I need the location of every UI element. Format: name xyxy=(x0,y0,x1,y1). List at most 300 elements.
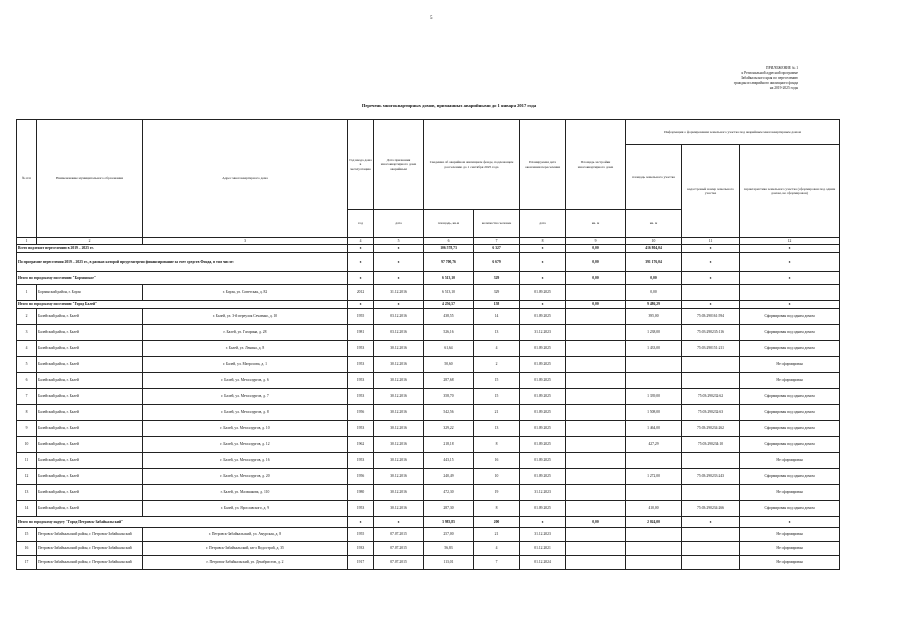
total-program-label: По программе переселения 2019 – 2025 гг., в рамках которой предусмотрено финансирование за счет средств Фонда, в том числе: xyxy=(17,253,348,272)
row-address: г. Балей, ул. Металлургов, д. 6 xyxy=(143,373,348,389)
group-total-cell: x xyxy=(520,301,566,309)
row-cadastral xyxy=(682,556,740,570)
group-total-cell: x xyxy=(520,272,566,285)
row-year: 1953 xyxy=(348,501,374,517)
row-address: г. Балей, ул. Ленина, д. 8 xyxy=(143,341,348,357)
unit-count: количество человек xyxy=(474,210,520,238)
row-area: 443,15 xyxy=(424,453,474,469)
total-cell: 97 700,76 xyxy=(424,253,474,272)
appendix-line: на 2019-2025 годы xyxy=(769,86,798,90)
group-total-cell: 0,00 xyxy=(566,272,626,285)
row-address: г. Балей, ул. Гагарина, д. 28 xyxy=(143,325,348,341)
col-number: 7 xyxy=(474,238,520,245)
group-total-label: Итого по городскому поселению "Борзинское" xyxy=(17,272,348,285)
group-total-cell: 0,00 xyxy=(626,272,682,285)
row-number: 10 xyxy=(17,437,37,453)
row-people: 19 xyxy=(474,485,520,501)
row-emergency-date: 30.12.2016 xyxy=(374,389,424,405)
col-number: 4 xyxy=(348,238,374,245)
row-built-area xyxy=(566,437,626,453)
row-number: 14 xyxy=(17,501,37,517)
total-cell: 391 176,04 xyxy=(626,253,682,272)
appendix-line: граждан из аварийного жилищного фонда xyxy=(733,81,798,85)
row-land-area: 0,00 xyxy=(626,285,682,301)
row-land-char: Сформирован под одним домом xyxy=(740,405,840,421)
row-cadastral xyxy=(682,373,740,389)
row-year: 1953 xyxy=(348,341,374,357)
row-land-area: 1 464,00 xyxy=(626,421,682,437)
row-land-char: Сформирован под одним домом xyxy=(740,501,840,517)
group-total-cell: 200 xyxy=(474,517,520,528)
total-cell: x xyxy=(520,253,566,272)
housing-register-table xyxy=(16,119,840,570)
row-land-area: 1 272,00 xyxy=(626,469,682,485)
row-number: 16 xyxy=(17,542,37,556)
row-cadastral xyxy=(682,528,740,542)
row-area: 526,16 xyxy=(424,325,474,341)
table-row xyxy=(17,309,840,325)
row-address: г. Балей, ул. 3-й переулок Сечаенко, д. 10 xyxy=(143,309,348,325)
group-total-cell: x xyxy=(740,301,840,309)
group-total-cell: 329 xyxy=(474,272,520,285)
row-number: 17 xyxy=(17,556,37,570)
table-row xyxy=(17,285,840,301)
table-row xyxy=(17,325,840,341)
row-built-area xyxy=(566,542,626,556)
col-number: 3 xyxy=(143,238,348,245)
row-municipality: Балейский район, г. Балей xyxy=(37,357,143,373)
row-built-area xyxy=(566,389,626,405)
row-municipality: Балейский район, г. Балей xyxy=(37,437,143,453)
group-total-cell: x xyxy=(374,272,424,285)
row-area: 50,60 xyxy=(424,357,474,373)
row-emergency-date: 03.12.2016 xyxy=(374,325,424,341)
total-program-row xyxy=(17,253,840,272)
row-emergency-date: 30.12.2016 xyxy=(374,405,424,421)
row-cadastral: 75:03:290234:10 xyxy=(682,437,740,453)
group-rows xyxy=(17,309,840,517)
header-info-fund: Сведения об аварийном жилищном фонде, подлежащем расселению до 1 сентября 2025 года xyxy=(424,120,520,210)
row-address: г. Балей, ул. Металлургов, д. 12 xyxy=(143,437,348,453)
row-built-area xyxy=(566,285,626,301)
group-total-cell: x xyxy=(374,517,424,528)
row-emergency-date: 30.12.2016 xyxy=(374,453,424,469)
row-end-date: 01.09.2025 xyxy=(520,501,566,517)
row-end-date: 01.09.2025 xyxy=(520,437,566,453)
total-all-label: Всего подлежит переселению в 2019 – 2025 гг. xyxy=(17,245,348,253)
table-row xyxy=(17,357,840,373)
row-area: 358,70 xyxy=(424,389,474,405)
row-number: 1 xyxy=(17,285,37,301)
row-land-char: Сформирован под одним домом xyxy=(740,437,840,453)
total-cell: x xyxy=(682,245,740,253)
row-end-date: 01.09.2025 xyxy=(520,453,566,469)
row-built-area xyxy=(566,556,626,570)
row-address: г. Борзя, ул. Советская, д. 82 xyxy=(143,285,348,301)
row-emergency-date: 07.07.2015 xyxy=(374,542,424,556)
row-municipality: Балейский район, г. Балей xyxy=(37,453,143,469)
row-land-area xyxy=(626,528,682,542)
row-area: 287,68 xyxy=(424,373,474,389)
row-people: 4 xyxy=(474,341,520,357)
header-land-char: характеристика земельного участка (сформирован под одним домом, не сформирован) xyxy=(740,145,840,238)
row-people: 10 xyxy=(474,469,520,485)
row-year: 1955 xyxy=(348,309,374,325)
row-emergency-date: 30.12.2016 xyxy=(374,437,424,453)
total-cell: 6 327 xyxy=(474,245,520,253)
table-row xyxy=(17,405,840,421)
table-row xyxy=(17,556,840,570)
row-emergency-date: 30.12.2016 xyxy=(374,341,424,357)
row-land-char: Сформирован под одним домом xyxy=(740,309,840,325)
row-address: г. Петровск-Забайкальский, ул. Декабристов, д. 2 xyxy=(143,556,348,570)
row-cadastral: 75:03:290151:211 xyxy=(682,341,740,357)
row-area: 287,30 xyxy=(424,501,474,517)
row-area: 472,30 xyxy=(424,485,474,501)
row-land-area xyxy=(626,453,682,469)
group-total-cell: 158 xyxy=(474,301,520,309)
row-address: г. Балей, ул. Металлургов, д. 10 xyxy=(143,421,348,437)
row-year: 2012 xyxy=(348,285,374,301)
row-people: 7 xyxy=(474,556,520,570)
row-end-date: 01.09.2025 xyxy=(520,421,566,437)
row-municipality: Балейский район, г. Балей xyxy=(37,389,143,405)
row-built-area xyxy=(566,453,626,469)
row-land-area: 1 433,00 xyxy=(626,341,682,357)
row-people: 21 xyxy=(474,528,520,542)
unit-date: дата xyxy=(520,210,566,238)
row-municipality: Петровск-Забайкальский район, г. Петровск-Забайкальский xyxy=(37,542,143,556)
group-total-cell: 0,00 xyxy=(566,301,626,309)
row-cadastral: 75:03:290234:266 xyxy=(682,501,740,517)
group-total-cell: x xyxy=(348,272,374,285)
row-cadastral xyxy=(682,453,740,469)
row-year: 1981 xyxy=(348,325,374,341)
header-address: Адрес многоквартирного дома xyxy=(143,120,348,238)
row-address: г. Балей, ул. Металлургов, д. 16 xyxy=(143,453,348,469)
header-date-emergency: Дата признания многоквартирного дома аварийным xyxy=(374,120,424,210)
col-number: 9 xyxy=(566,238,626,245)
group-rows xyxy=(17,285,840,301)
table-row xyxy=(17,485,840,501)
row-emergency-date: 30.12.2016 xyxy=(374,501,424,517)
appendix-line: Забайкальского края по переселению xyxy=(741,76,798,80)
row-area: 438,55 xyxy=(424,309,474,325)
table-row xyxy=(17,437,840,453)
total-cell: x xyxy=(740,253,840,272)
row-area: 6 513,10 xyxy=(424,285,474,301)
row-people: 15 xyxy=(474,373,520,389)
row-land-area: 1 339,00 xyxy=(626,389,682,405)
row-area: 113,01 xyxy=(424,556,474,570)
table-row xyxy=(17,453,840,469)
total-cell: 6 679 xyxy=(474,253,520,272)
row-land-area xyxy=(626,485,682,501)
row-built-area xyxy=(566,501,626,517)
row-municipality: Балейский район, г. Балей xyxy=(37,469,143,485)
row-year: 1933 xyxy=(348,542,374,556)
group-total-cell: x xyxy=(374,301,424,309)
group-total-cell: 9 486,29 xyxy=(626,301,682,309)
table-row xyxy=(17,421,840,437)
row-year: 1956 xyxy=(348,405,374,421)
page-number: 5 xyxy=(430,16,433,21)
row-address: г. Балей, ул. Матросова, д. 1 xyxy=(143,357,348,373)
group-total-row xyxy=(17,301,840,309)
row-built-area xyxy=(566,421,626,437)
row-end-date: 01.12.2021 xyxy=(520,542,566,556)
row-municipality: Балейский район, г. Балей xyxy=(37,341,143,357)
appendix-line: к Региональной адресной программе xyxy=(741,71,798,75)
row-land-area xyxy=(626,542,682,556)
row-year: 1953 xyxy=(348,453,374,469)
row-land-area xyxy=(626,556,682,570)
row-built-area xyxy=(566,325,626,341)
row-cadastral xyxy=(682,285,740,301)
row-end-date: 01.09.2025 xyxy=(520,357,566,373)
total-cell: x xyxy=(348,245,374,253)
row-end-date: 01.09.2025 xyxy=(520,405,566,421)
row-municipality: Борзинский район, г. Борзя xyxy=(37,285,143,301)
row-cadastral: 75:03:290232:62 xyxy=(682,389,740,405)
group-total-cell: x xyxy=(682,517,740,528)
row-municipality: Балейский район, г. Балей xyxy=(37,309,143,325)
appendix-note xyxy=(628,66,798,91)
row-emergency-date: 31.12.2016 xyxy=(374,285,424,301)
row-people: 21 xyxy=(474,405,520,421)
row-number: 13 xyxy=(17,485,37,501)
group-total-cell: 4 256,57 xyxy=(424,301,474,309)
row-people: 8 xyxy=(474,437,520,453)
row-emergency-date: 30.12.2016 xyxy=(374,485,424,501)
header-planned-date: Планируемая дата окончания переселения xyxy=(520,120,566,210)
row-land-char: Сформирован под одним домом xyxy=(740,389,840,405)
unit-sqm: кв. м xyxy=(566,210,626,238)
row-year: 1955 xyxy=(348,528,374,542)
total-cell: 416 804,04 xyxy=(626,245,682,253)
row-people: 8 xyxy=(474,501,520,517)
total-cell: x xyxy=(682,253,740,272)
row-number: 11 xyxy=(17,453,37,469)
row-end-date: 01.09.2025 xyxy=(520,469,566,485)
group-total-label: Итого по городскому поселению "Город Балей" xyxy=(17,301,348,309)
table-row xyxy=(17,469,840,485)
group-total-cell: x xyxy=(740,517,840,528)
row-year: 1953 xyxy=(348,373,374,389)
row-address: г. Балей, ул. Металлургов, д. 20 xyxy=(143,469,348,485)
row-emergency-date: 03.12.2016 xyxy=(374,309,424,325)
row-emergency-date: 30.12.2016 xyxy=(374,421,424,437)
row-people: 329 xyxy=(474,285,520,301)
group-total-cell: x xyxy=(682,301,740,309)
col-number: 1 xyxy=(17,238,37,245)
row-number: 15 xyxy=(17,528,37,542)
table-row xyxy=(17,389,840,405)
total-cell: 106 578,73 xyxy=(424,245,474,253)
row-land-char: Сформирован под одним домом xyxy=(740,325,840,341)
row-land-char: Сформирован под одним домом xyxy=(740,421,840,437)
row-year: 1980 xyxy=(348,485,374,501)
row-area: 61,64 xyxy=(424,341,474,357)
table-row xyxy=(17,501,840,517)
group-total-cell: x xyxy=(348,517,374,528)
row-municipality: Балейский район, г. Балей xyxy=(37,501,143,517)
col-number: 11 xyxy=(682,238,740,245)
row-land-char: Не сформирован xyxy=(740,453,840,469)
row-land-char: Не сформирован xyxy=(740,357,840,373)
total-cell: 0,00 xyxy=(566,253,626,272)
header-land-area: площадь земельного участка xyxy=(626,145,682,210)
group-total-cell: x xyxy=(348,301,374,309)
row-number: 3 xyxy=(17,325,37,341)
row-area: 329,22 xyxy=(424,421,474,437)
row-cadastral: 75:03:290232:63 xyxy=(682,405,740,421)
table-row xyxy=(17,373,840,389)
group-total-cell: 6 513,10 xyxy=(424,272,474,285)
col-number: 6 xyxy=(424,238,474,245)
row-number: 9 xyxy=(17,421,37,437)
row-area: 542,56 xyxy=(424,405,474,421)
appendix-line: ПРИЛОЖЕНИЕ № 1 xyxy=(766,66,798,70)
row-land-char: Сформирован под одним домом xyxy=(740,469,840,485)
row-number: 8 xyxy=(17,405,37,421)
row-built-area xyxy=(566,309,626,325)
row-municipality: Петровск-Забайкальский район, г. Петровск-Забайкальский xyxy=(37,528,143,542)
row-address: г. Петровск-Забайкальский, кв-л Водострой, д. 35 xyxy=(143,542,348,556)
row-address: г. Балей, ул. Металлургов, д. 8 xyxy=(143,405,348,421)
row-cadastral: 75:03:290234:262 xyxy=(682,421,740,437)
row-land-area: 427,29 xyxy=(626,437,682,453)
row-year: 1953 xyxy=(348,357,374,373)
row-cadastral xyxy=(682,357,740,373)
total-cell: x xyxy=(740,245,840,253)
row-cadastral xyxy=(682,542,740,556)
row-municipality: Балейский район, г. Балей xyxy=(37,325,143,341)
row-number: 7 xyxy=(17,389,37,405)
row-address: г. Балей, ул. Мальчакова, д. 110 xyxy=(143,485,348,501)
row-number: 12 xyxy=(17,469,37,485)
row-land-area: 1 508,00 xyxy=(626,405,682,421)
row-built-area xyxy=(566,469,626,485)
row-cadastral: 75:03:290233:243 xyxy=(682,469,740,485)
row-built-area xyxy=(566,528,626,542)
row-municipality: Балейский район, г. Балей xyxy=(37,485,143,501)
row-land-char: Не сформирован xyxy=(740,556,840,570)
group-total-cell: 3 983,85 xyxy=(424,517,474,528)
group-total-cell: x xyxy=(520,517,566,528)
col-number: 5 xyxy=(374,238,424,245)
total-cell: x xyxy=(374,253,424,272)
row-area: 257,00 xyxy=(424,528,474,542)
row-end-date: 01.09.2025 xyxy=(520,373,566,389)
col-number: 8 xyxy=(520,238,566,245)
row-municipality: Балейский район, г. Балей xyxy=(37,405,143,421)
row-land-area: 410,00 xyxy=(626,501,682,517)
group-total-row xyxy=(17,517,840,528)
row-year: 1962 xyxy=(348,437,374,453)
header-year: Год ввода дома в эксплуатацию xyxy=(348,120,374,210)
row-land-char: Не сформирован xyxy=(740,528,840,542)
document-title: Перечень многоквартирных домов, признанных аварийными до 1 января 2017 года xyxy=(361,103,537,108)
row-year: 1953 xyxy=(348,421,374,437)
row-end-date: 01.09.2025 xyxy=(520,285,566,301)
total-cell: 0,00 xyxy=(566,245,626,253)
row-land-char: Не сформирован xyxy=(740,373,840,389)
group-total-cell: x xyxy=(682,272,740,285)
unit-date: дата xyxy=(374,210,424,238)
header-cadastral: кадастровый номер земельного участка xyxy=(682,145,740,238)
group-rows xyxy=(17,528,840,570)
header-land-info: Информация о формировании земельного участка под аварийным многоквартирным домом xyxy=(626,120,840,145)
row-people: 15 xyxy=(474,389,520,405)
header-num: № п/п xyxy=(17,120,37,238)
row-end-date: 31.12.2023 xyxy=(520,325,566,341)
row-municipality: Балейский район, г. Балей xyxy=(37,373,143,389)
table-row xyxy=(17,341,840,357)
col-number: 12 xyxy=(740,238,840,245)
row-emergency-date: 07.07.2015 xyxy=(374,556,424,570)
row-municipality: Петровск-Забайкальский район, г. Петровск-Забайкальский xyxy=(37,556,143,570)
row-emergency-date: 07.07.2015 xyxy=(374,528,424,542)
row-cadastral: 75:03:290161:594 xyxy=(682,309,740,325)
row-year: 1953 xyxy=(348,389,374,405)
group-total-cell: x xyxy=(740,272,840,285)
row-land-char: Не сформирован xyxy=(740,485,840,501)
row-cadastral: 75:03:290235:116 xyxy=(682,325,740,341)
row-end-date: 01.09.2025 xyxy=(520,341,566,357)
row-land-area: 395,00 xyxy=(626,309,682,325)
row-area: 56,83 xyxy=(424,542,474,556)
row-number: 5 xyxy=(17,357,37,373)
row-emergency-date: 30.12.2016 xyxy=(374,357,424,373)
unit-year: год xyxy=(348,210,374,238)
row-people: 13 xyxy=(474,325,520,341)
header-municipality: Наименование муниципального образования xyxy=(37,120,143,238)
row-area: 240,49 xyxy=(424,469,474,485)
row-end-date: 31.12.2023 xyxy=(520,528,566,542)
table-row xyxy=(17,528,840,542)
row-address: г. Балей, ул. Металлургов, д. 7 xyxy=(143,389,348,405)
row-built-area xyxy=(566,373,626,389)
group-total-cell: 0,00 xyxy=(566,517,626,528)
column-numbers-row xyxy=(17,238,840,245)
row-land-char: Не сформирован xyxy=(740,542,840,556)
row-people: 4 xyxy=(474,542,520,556)
total-cell: x xyxy=(348,253,374,272)
row-built-area xyxy=(566,357,626,373)
row-land-area: 1 238,00 xyxy=(626,325,682,341)
row-land-area xyxy=(626,373,682,389)
group-total-label: Итого по городскому округу "Город Петровск-Забайкальский" xyxy=(17,517,348,528)
row-year: 1917 xyxy=(348,556,374,570)
row-land-char xyxy=(740,285,840,301)
unit-sqm: кв. м xyxy=(626,210,682,238)
row-municipality: Балейский район, г. Балей xyxy=(37,421,143,437)
row-emergency-date: 30.12.2016 xyxy=(374,469,424,485)
row-address: г. Петровск-Забайкальский, ул. Амурская, д. 8 xyxy=(143,528,348,542)
row-people: 13 xyxy=(474,421,520,437)
row-number: 4 xyxy=(17,341,37,357)
unit-area: площадь, кв.м xyxy=(424,210,474,238)
row-end-date: 01.09.2025 xyxy=(520,389,566,405)
row-built-area xyxy=(566,341,626,357)
row-people: 16 xyxy=(474,453,520,469)
col-number: 10 xyxy=(626,238,682,245)
total-cell: x xyxy=(520,245,566,253)
row-area: 218,18 xyxy=(424,437,474,453)
row-address: г. Балей, ул. Ярославского, д. 9 xyxy=(143,501,348,517)
header-built-area: Площадь застройки многоквартирного дома xyxy=(566,120,626,210)
